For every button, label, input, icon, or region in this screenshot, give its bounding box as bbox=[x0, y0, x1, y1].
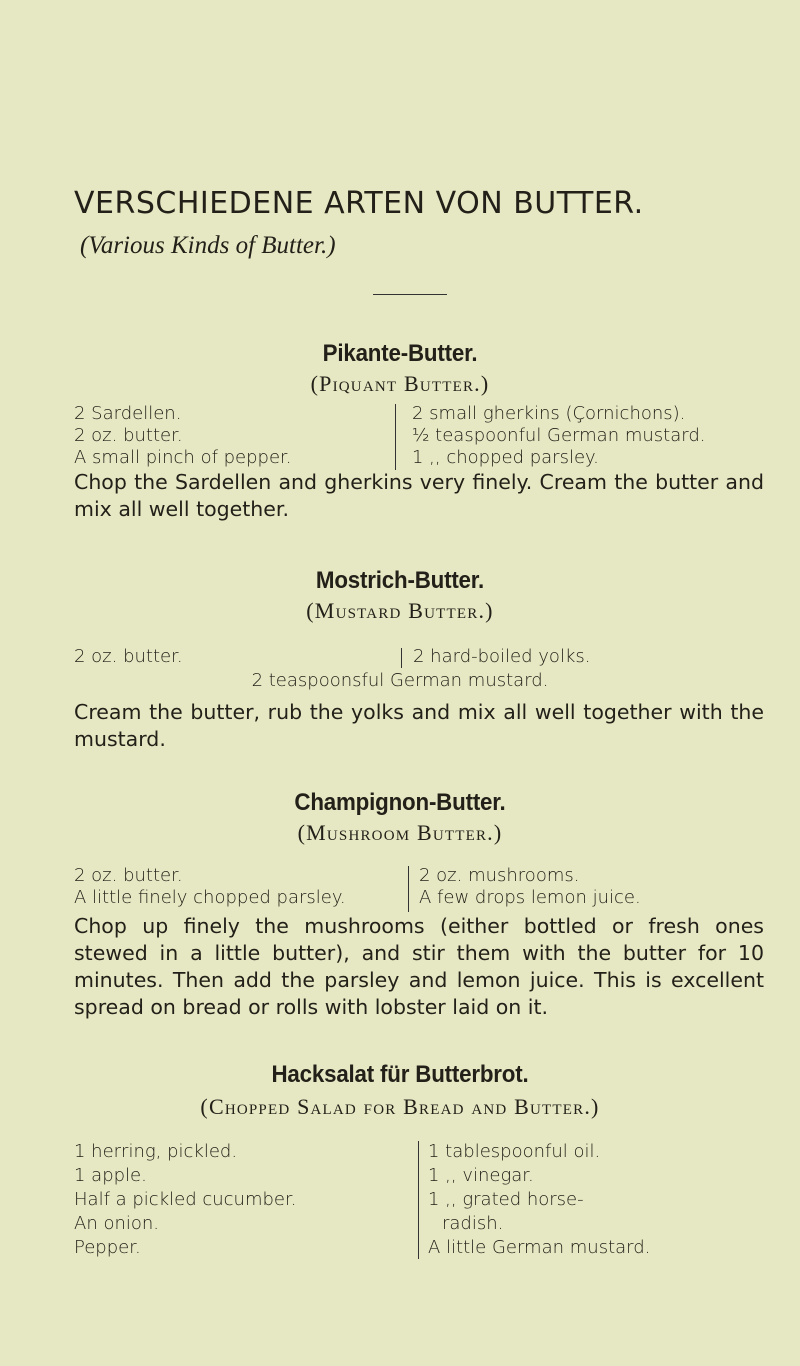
recipe-subheading: (Mustard Butter.) bbox=[306, 598, 494, 623]
column-divider bbox=[401, 648, 402, 668]
ingredient-item: 1 apple. bbox=[74, 1165, 147, 1186]
ingredient-item: A small pinch of pepper. bbox=[74, 447, 292, 468]
ingredients-left bbox=[74, 403, 292, 469]
ingredient-item: A little finely chopped parsley. bbox=[74, 887, 346, 908]
column-divider bbox=[408, 866, 409, 912]
ingredient-item: 1 ,, chopped parsley. bbox=[412, 447, 599, 468]
recipe-heading: Pikante-Butter. bbox=[322, 340, 478, 367]
ingredient-item: 1 ,, vinegar. bbox=[428, 1165, 534, 1186]
ingredient-item: 2 oz. butter. bbox=[74, 646, 183, 667]
recipe-method: Chop the Sardellen and gherkins very finely. Cream the butter and mix all well together. bbox=[74, 470, 764, 521]
ingredient-item: 2 small gherkins (Çornichons). bbox=[412, 403, 686, 424]
recipe-heading: Hacksalat für Butterbrot. bbox=[271, 1061, 529, 1088]
column-divider bbox=[418, 1141, 419, 1259]
recipe-subheading: (Piquant Butter.) bbox=[310, 371, 490, 396]
column-divider bbox=[395, 404, 396, 470]
ingredient-item: 2 hard-boiled yolks. bbox=[413, 646, 591, 667]
recipe-subheading: (Mushroom Butter.) bbox=[297, 820, 503, 845]
ingredient-item: A little German mustard. bbox=[428, 1237, 651, 1258]
ingredient-item: An onion. bbox=[74, 1213, 160, 1234]
recipe-method: Chop up finely the mushrooms (either bottled or fresh ones stewed in a little butter), and stir them with the butter for 10 minutes. Then add the parsley and lemon juice. This is excellent spread on bread or rolls with lobster laid on it. bbox=[74, 914, 764, 1019]
ingredient-item: 1 ,, grated horse- bbox=[428, 1189, 584, 1210]
ingredients-right bbox=[428, 1140, 768, 1260]
ingredient-item: 2 Sardellen. bbox=[74, 403, 182, 424]
page-subtitle: (Various Kinds of Butter.) bbox=[80, 232, 336, 259]
ingredient-item: 2 teaspoonsful German mustard. bbox=[251, 670, 549, 691]
ingredient-item: 1 tablespoonful oil. bbox=[428, 1141, 601, 1162]
ingredient-item: 1 herring, pickled. bbox=[74, 1141, 238, 1162]
ingredients-left bbox=[74, 865, 346, 909]
ingredient-item: 2 oz. mushrooms. bbox=[419, 865, 580, 886]
title-divider bbox=[373, 294, 447, 295]
ingredients-right bbox=[419, 865, 641, 909]
recipe-subheading: (Chopped Salad for Bread and Butter.) bbox=[200, 1094, 600, 1119]
recipe-method: Cream the butter, rub the yolks and mix all well together with the mustard. bbox=[74, 700, 764, 751]
ingredient-item: A few drops lemon juice. bbox=[419, 887, 641, 908]
recipe-heading: Champignon-Butter. bbox=[294, 789, 506, 816]
ingredient-item: 2 oz. butter. bbox=[74, 425, 183, 446]
ingredient-item: 2 oz. butter. bbox=[74, 865, 183, 886]
recipe-heading: Mostrich-Butter. bbox=[315, 567, 485, 594]
page-title: VERSCHIEDENE ARTEN VON BUTTER. bbox=[74, 186, 644, 221]
ingredient-item: ½ teaspoonful German mustard. bbox=[412, 425, 706, 446]
ingredients-left bbox=[74, 1140, 296, 1260]
ingredient-item: Pepper. bbox=[74, 1237, 141, 1258]
ingredient-item: Half a pickled cucumber. bbox=[74, 1189, 297, 1210]
ingredients-right bbox=[412, 403, 766, 469]
ingredient-item: radish. bbox=[442, 1213, 504, 1234]
